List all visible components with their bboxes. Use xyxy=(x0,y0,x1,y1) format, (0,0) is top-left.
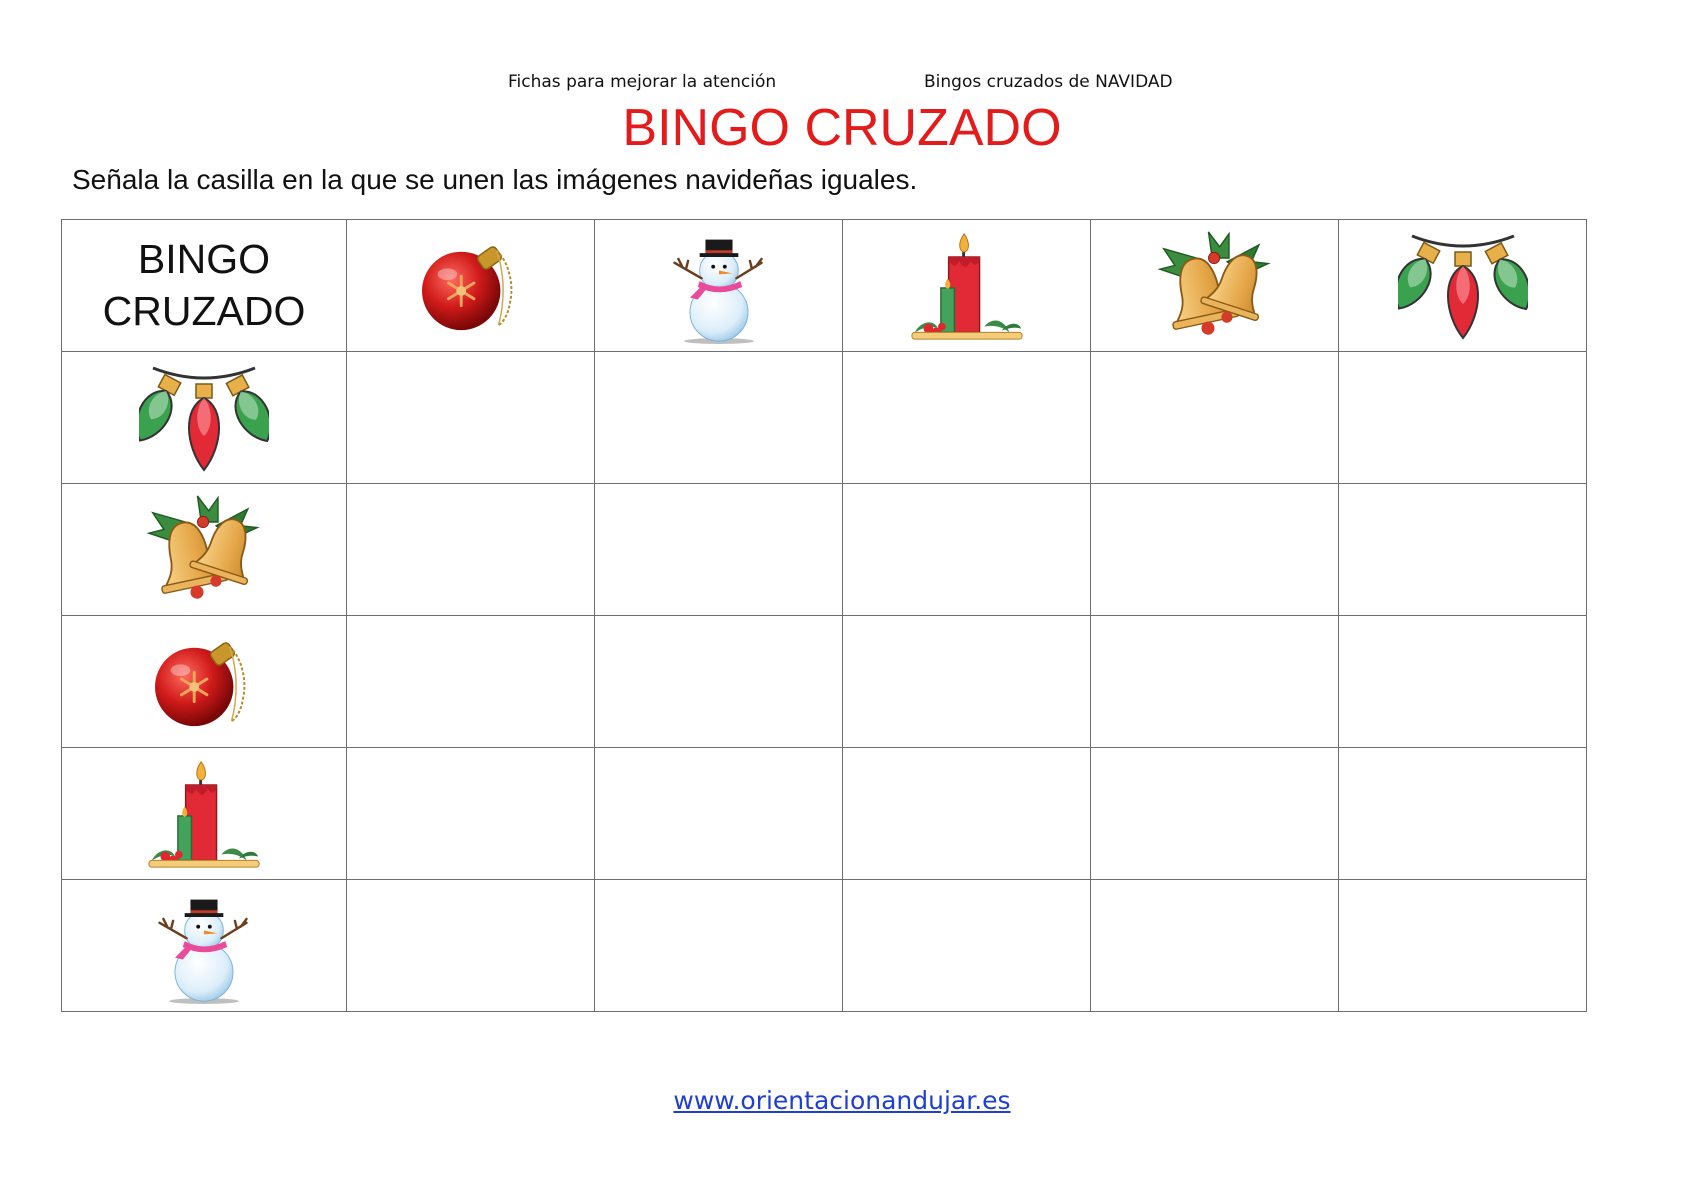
grid-cell[interactable] xyxy=(347,880,595,1012)
footer xyxy=(0,1086,1684,1115)
snowman-icon xyxy=(146,888,262,1004)
grid-cell[interactable] xyxy=(843,352,1091,484)
grid-cell[interactable] xyxy=(843,748,1091,880)
grid-cell[interactable] xyxy=(347,616,595,748)
grid-cell[interactable] xyxy=(595,352,843,484)
grid-cell[interactable] xyxy=(1091,748,1339,880)
candle-icon xyxy=(146,756,262,872)
grid-row-lights xyxy=(62,352,1587,484)
column-header-snowman xyxy=(595,220,843,352)
grid-cell[interactable] xyxy=(347,748,595,880)
grid-cell[interactable] xyxy=(1339,484,1587,616)
column-header-candle xyxy=(843,220,1091,352)
grid-cell[interactable] xyxy=(1339,616,1587,748)
christmas-lights-icon xyxy=(139,358,269,478)
bells-icon xyxy=(143,494,265,606)
page-title: BINGO CRUZADO xyxy=(622,99,1062,157)
grid-row-candle xyxy=(62,748,1587,880)
grid-header-row xyxy=(62,220,1587,352)
grid-cell[interactable] xyxy=(347,484,595,616)
corner-label-line1: BINGO xyxy=(137,236,271,283)
grid-cell[interactable] xyxy=(595,484,843,616)
row-header-candle xyxy=(62,748,347,880)
grid-cell[interactable] xyxy=(1091,352,1339,484)
ornament-ball-icon xyxy=(412,237,530,335)
ornament-ball-icon xyxy=(145,633,263,731)
instruction-text: Señala la casilla en la que se unen las imágenes navideñas iguales. xyxy=(72,164,918,195)
bingo-grid xyxy=(61,219,1587,1012)
header-left-text: Fichas para mejorar la atención xyxy=(508,72,777,92)
grid-cell[interactable] xyxy=(843,616,1091,748)
grid-cell[interactable] xyxy=(1091,616,1339,748)
column-header-ornament xyxy=(347,220,595,352)
column-header-bells xyxy=(1091,220,1339,352)
row-header-lights xyxy=(62,352,347,484)
grid-cell[interactable] xyxy=(1339,880,1587,1012)
grid-cell[interactable] xyxy=(1091,880,1339,1012)
grid-cell[interactable] xyxy=(347,352,595,484)
grid-cell[interactable] xyxy=(595,880,843,1012)
grid-row-snowman xyxy=(62,880,1587,1012)
header-right-text: Bingos cruzados de NAVIDAD xyxy=(924,72,1173,92)
grid-cell[interactable] xyxy=(1339,352,1587,484)
grid-cell[interactable] xyxy=(595,748,843,880)
row-header-bells xyxy=(62,484,347,616)
grid-row-bells xyxy=(62,484,1587,616)
candle-icon xyxy=(909,228,1025,344)
christmas-lights-icon xyxy=(1398,226,1528,346)
row-header-ornament xyxy=(62,616,347,748)
grid-cell[interactable] xyxy=(595,616,843,748)
grid-cell[interactable] xyxy=(843,880,1091,1012)
bells-icon xyxy=(1154,230,1276,342)
column-header-lights xyxy=(1339,220,1587,352)
corner-label-line2: CRUZADO xyxy=(102,287,306,334)
grid-cell[interactable] xyxy=(843,484,1091,616)
row-header-snowman xyxy=(62,880,347,1012)
grid-corner-cell xyxy=(62,220,347,352)
website-link[interactable]: www.orientacionandujar.es xyxy=(673,1086,1011,1115)
snowman-icon xyxy=(661,228,777,344)
grid-cell[interactable] xyxy=(1091,484,1339,616)
grid-row-ornament xyxy=(62,616,1587,748)
grid-cell[interactable] xyxy=(1339,748,1587,880)
